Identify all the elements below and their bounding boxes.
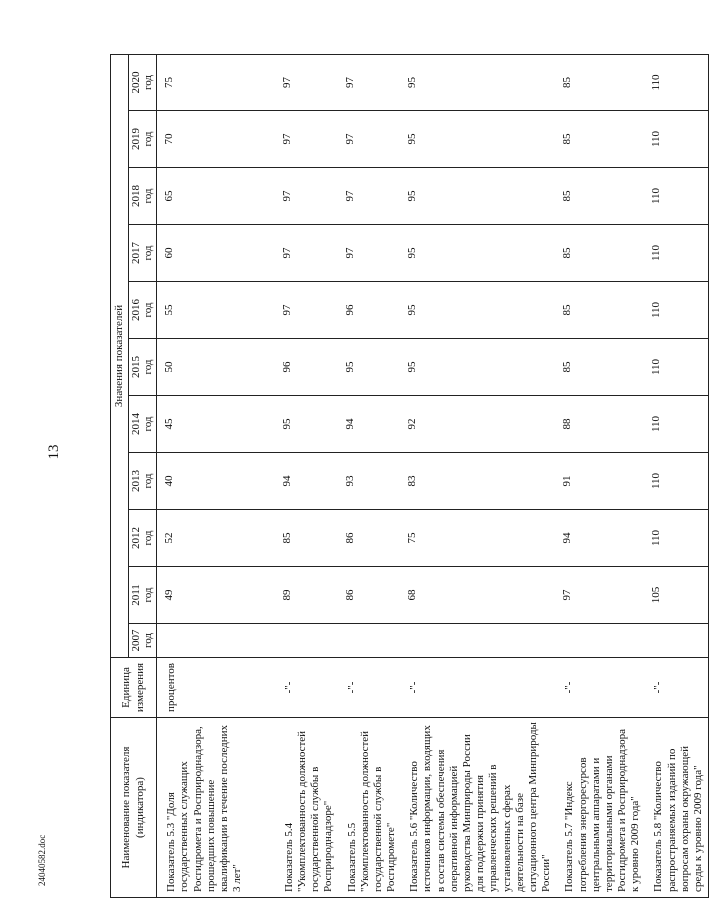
indicator-value: 110 (644, 54, 708, 110)
header-year-value: 2016 (130, 299, 143, 321)
indicator-value: 85 (555, 225, 644, 282)
indicator-value: 97 (338, 225, 401, 282)
table-body (157, 54, 709, 897)
indicator-value: 97 (275, 225, 338, 282)
indicator-value: 85 (555, 282, 644, 339)
header-year-value: 2018 (130, 185, 143, 207)
table-row (157, 54, 275, 897)
table-row (555, 54, 644, 897)
indicator-value: 110 (644, 282, 708, 339)
indicator-value: 60 (157, 225, 275, 282)
indicator-value: 94 (275, 453, 338, 510)
indicator-name: Показатель 5.3 "Доля государственных служащих Росгидромета и Росприроднадзора, прошедших повышение квалификации в течение последних 3 лет" (157, 718, 275, 898)
header-year (129, 339, 157, 396)
indicator-unit: -"- (338, 658, 401, 718)
indicator-value: 86 (338, 567, 401, 624)
indicator-value: 70 (157, 111, 275, 168)
indicator-value: 97 (275, 54, 338, 110)
header-year (129, 453, 157, 510)
indicators-table (110, 54, 709, 898)
indicator-value: 97 (275, 111, 338, 168)
indicator-unit: -"- (555, 658, 644, 718)
header-year-value: 2012 (130, 527, 143, 549)
indicator-value: 85 (555, 339, 644, 396)
indicator-value: 95 (400, 54, 555, 110)
header-year-suffix: год (141, 587, 154, 603)
indicator-value: 95 (400, 339, 555, 396)
indicator-unit: процентов (157, 658, 275, 718)
indicator-value: 65 (157, 168, 275, 225)
indicator-value: 110 (644, 225, 708, 282)
indicator-value (400, 624, 555, 658)
header-year-value: 2015 (130, 356, 143, 378)
page-number: 13 (46, 444, 62, 460)
header-year-value: 2020 (130, 71, 143, 94)
header-year-value: 2017 (130, 242, 143, 264)
indicator-value: 85 (555, 54, 644, 110)
indicator-value: 110 (644, 510, 708, 567)
indicator-value (644, 624, 708, 658)
indicator-value: 50 (157, 339, 275, 396)
indicator-value: 96 (275, 339, 338, 396)
header-year-suffix: год (141, 632, 154, 649)
indicator-value: 85 (555, 111, 644, 168)
header-year-suffix: год (141, 302, 154, 318)
header-values-group: Значения показателей (111, 54, 129, 657)
indicator-value: 95 (400, 225, 555, 282)
indicator-value: 110 (644, 168, 708, 225)
indicator-value: 86 (338, 510, 401, 567)
indicator-value: 105 (644, 567, 708, 624)
indicator-value: 68 (400, 567, 555, 624)
header-year-suffix: год (141, 74, 154, 90)
indicator-value: 75 (157, 54, 275, 110)
indicator-value: 95 (275, 396, 338, 453)
document-code: 24040582.doc (37, 834, 47, 886)
indicator-value: 93 (338, 453, 401, 510)
header-year (129, 567, 157, 624)
indicator-value: 85 (555, 168, 644, 225)
header-year-value: 2019 (130, 128, 143, 150)
table-row (644, 54, 708, 897)
indicator-value: 97 (275, 282, 338, 339)
indicator-value: 85 (275, 510, 338, 567)
indicator-value: 95 (400, 111, 555, 168)
header-year-suffix: год (141, 245, 154, 261)
indicator-value: 110 (644, 396, 708, 453)
indicator-value: 94 (338, 396, 401, 453)
table-row (400, 54, 555, 897)
header-year (129, 396, 157, 453)
header-year-value: 2007 (130, 629, 143, 652)
indicator-value: 96 (338, 282, 401, 339)
indicator-value: 92 (400, 396, 555, 453)
rotated-table-container (110, 55, 705, 898)
header-unit: Единица измерения (111, 658, 157, 718)
header-row-1 (111, 54, 129, 897)
header-year-suffix: год (141, 188, 154, 204)
indicator-name: Показатель 5.8 "Количество распространяемых изданий по вопросам охраны окружающей среды к уровню 2009 года" (644, 718, 708, 898)
indicator-value: 110 (644, 453, 708, 510)
indicator-value: 97 (338, 54, 401, 110)
indicator-value: 75 (400, 510, 555, 567)
header-year-suffix: год (141, 473, 154, 489)
indicator-value: 97 (338, 111, 401, 168)
indicator-value: 91 (555, 453, 644, 510)
indicator-value: 89 (275, 567, 338, 624)
table-row (275, 54, 338, 897)
indicator-value: 97 (555, 567, 644, 624)
indicator-value: 55 (157, 282, 275, 339)
header-year (129, 54, 157, 110)
indicator-value: 88 (555, 396, 644, 453)
indicator-unit: -"- (275, 658, 338, 718)
indicator-name: Показатель 5.7 "Индекс потребления энергоресурсов центральными аппаратами и территориальными органами Росгидромета и Росприроднадзора к уровню 2009 года" (555, 718, 644, 898)
indicator-unit: -"- (644, 658, 708, 718)
header-year-suffix: год (141, 131, 154, 147)
indicator-value: 52 (157, 510, 275, 567)
header-year-suffix: год (141, 416, 154, 432)
indicator-value (157, 624, 275, 658)
indicator-value: 97 (338, 168, 401, 225)
indicator-value: 95 (400, 282, 555, 339)
header-indicator-name: Наименование показателя (индикатора) (111, 718, 157, 898)
header-year (129, 168, 157, 225)
indicator-name: Показатель 5.5 "Укомплектованность должностей государственной службы в Росгидромете" (338, 718, 401, 898)
indicator-value: 110 (644, 339, 708, 396)
header-year (129, 282, 157, 339)
indicator-value: 95 (400, 168, 555, 225)
indicator-unit: -"- (400, 658, 555, 718)
header-year (129, 510, 157, 567)
indicator-value: 40 (157, 453, 275, 510)
header-year (129, 225, 157, 282)
indicator-value: 110 (644, 111, 708, 168)
indicator-value: 45 (157, 396, 275, 453)
indicator-value (555, 624, 644, 658)
indicator-name: Показатель 5.6 "Количество источников информации, входящих в состав системы обеспечения оперативной информацией руководства Минприроды России для поддержки принятия управленческих решений в установленных сферах деятельности на базе ситуационного центра Минприроды России" (400, 718, 555, 898)
indicator-value: 97 (275, 168, 338, 225)
header-year (129, 624, 157, 658)
indicator-value (338, 624, 401, 658)
indicator-value: 83 (400, 453, 555, 510)
header-year-suffix: год (141, 530, 154, 546)
table-row (338, 54, 401, 897)
indicator-value: 95 (338, 339, 401, 396)
header-year-value: 2014 (130, 413, 143, 435)
indicator-value (275, 624, 338, 658)
header-year-suffix: год (141, 359, 154, 375)
indicator-name: Показатель 5.4 "Укомплектованность должностей государственной службы в Росприроднадзоре" (275, 718, 338, 898)
indicator-value: 49 (157, 567, 275, 624)
header-year-value: 2013 (130, 470, 143, 492)
header-year-value: 2011 (130, 584, 143, 606)
indicator-value: 94 (555, 510, 644, 567)
header-year (129, 111, 157, 168)
